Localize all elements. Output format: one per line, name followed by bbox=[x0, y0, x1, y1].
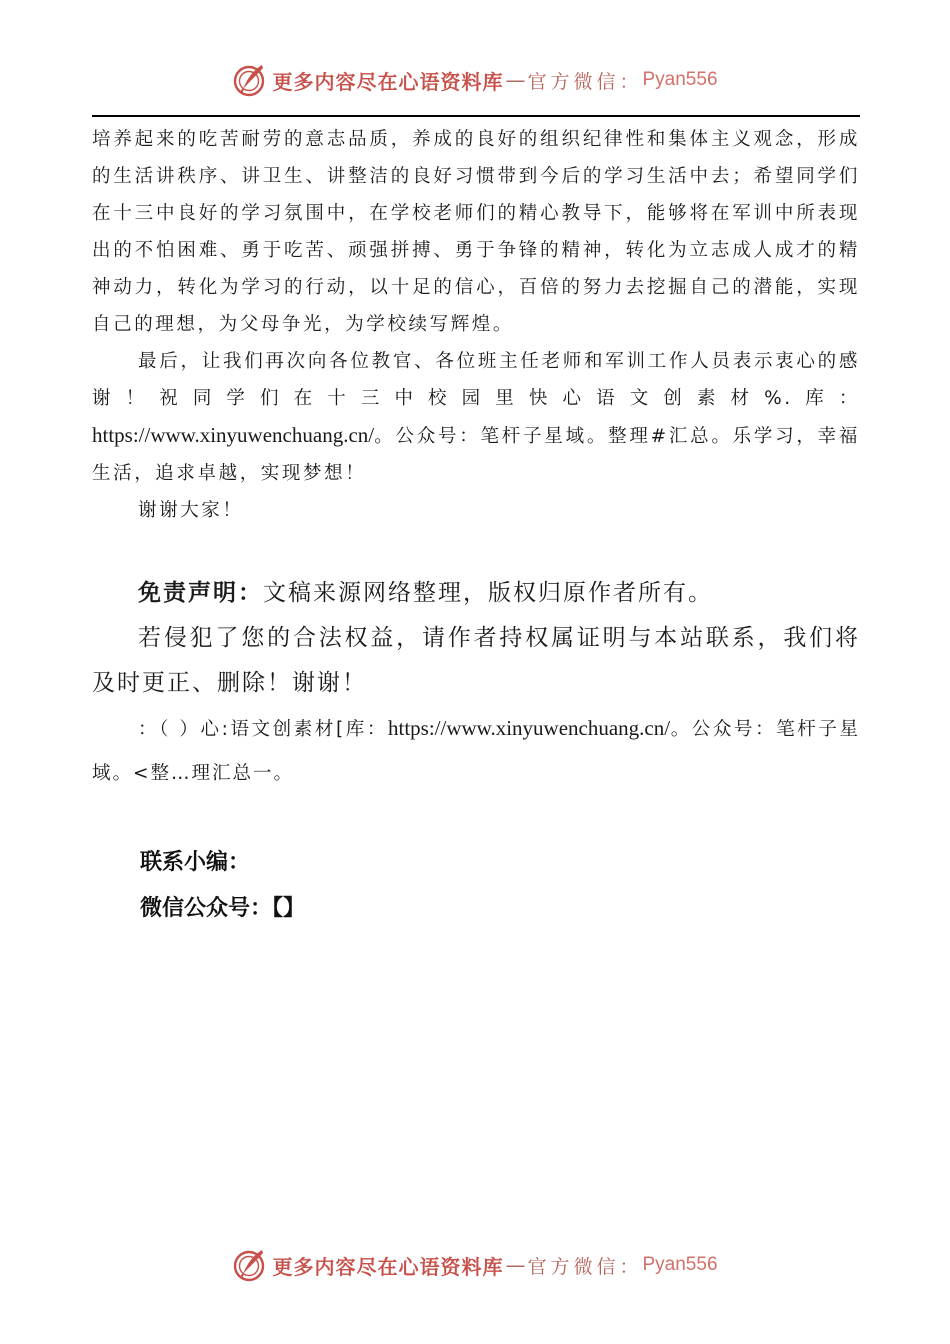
source-note-suffix: 。公众号：笔杆子星域。<整…理汇总一。 bbox=[92, 719, 860, 784]
header-rule bbox=[92, 115, 860, 117]
disclaimer-line-2: 若侵犯了您的合法权益，请作者持权属证明与本站联系，我们将及时更正、删除！谢谢！ bbox=[92, 625, 860, 696]
disclaimer-line-1 bbox=[92, 571, 860, 616]
header-wechat-label: 官方微信： bbox=[527, 70, 643, 93]
source-note-line bbox=[92, 706, 860, 796]
paragraph-2-start: 最后，让我们再次向各位教官、各位班主任老师和军训工作人员表示衷心的感谢！祝同学们在十三中校园里快心语文创素材%.库： bbox=[92, 351, 860, 409]
paragraph-2 bbox=[92, 343, 860, 492]
quill-logo-icon bbox=[232, 1247, 268, 1283]
site-url: https://www.xinyuwenchuang.cn/ bbox=[92, 423, 375, 447]
page-footer bbox=[0, 1245, 950, 1285]
paragraph-1: 培养起来的吃苦耐劳的意志品质，养成的良好的组织纪律性和集体主义观念，形成的生活讲秩序、讲卫生、讲整洁的良好习惯带到今后的学习生活中去；希望同学们在十三中良好的学习氛围中，在学校老师们的精心教导下，能够将在军训中所表现出的不怕困难、勇于吃苦、顽强拼搏、勇于争锋的精神，转化为立志成人成才的精神动力，转化为学习的行动，以十足的信心，百倍的努力去挖掘自己的潜能，实现自己的理想，为父母争光，为学校续写辉煌。 bbox=[92, 129, 860, 335]
header-dash: — bbox=[505, 68, 526, 92]
paragraph-2-end: 。公众号：笔杆子星域。整理#汇总。乐学习，幸福生活，追求卓越，实现梦想！ bbox=[92, 426, 860, 484]
header-brand: 更多内容尽在心语资料库 bbox=[272, 69, 504, 94]
source-note-prefix: ：（ ）心:语文创素材[库： bbox=[138, 719, 388, 740]
quill-logo-icon bbox=[232, 62, 268, 98]
footer-dash: — bbox=[505, 1253, 526, 1277]
source-note bbox=[92, 706, 860, 796]
source-note-url: https://www.xinyuwenchuang.cn/ bbox=[387, 716, 671, 740]
body-text bbox=[92, 121, 860, 529]
disclaimer bbox=[92, 571, 860, 706]
contact-wechat: 微信公众号：【】 bbox=[140, 896, 306, 921]
footer-brand: 更多内容尽在心语资料库 bbox=[272, 1254, 504, 1279]
paragraph-3: 谢谢大家！ bbox=[138, 500, 244, 521]
footer-wechat-label: 官方微信： bbox=[527, 1255, 643, 1278]
footer-wechat-id: Pyan556 bbox=[642, 1254, 718, 1275]
contact-editor: 联系小编： bbox=[140, 850, 251, 875]
disclaimer-text-1: 文稿来源网络整理，版权归原作者所有。 bbox=[263, 580, 713, 606]
disclaimer-label: 免责声明： bbox=[138, 580, 263, 606]
page-header bbox=[0, 60, 950, 100]
header-wechat-id: Pyan556 bbox=[642, 69, 718, 90]
